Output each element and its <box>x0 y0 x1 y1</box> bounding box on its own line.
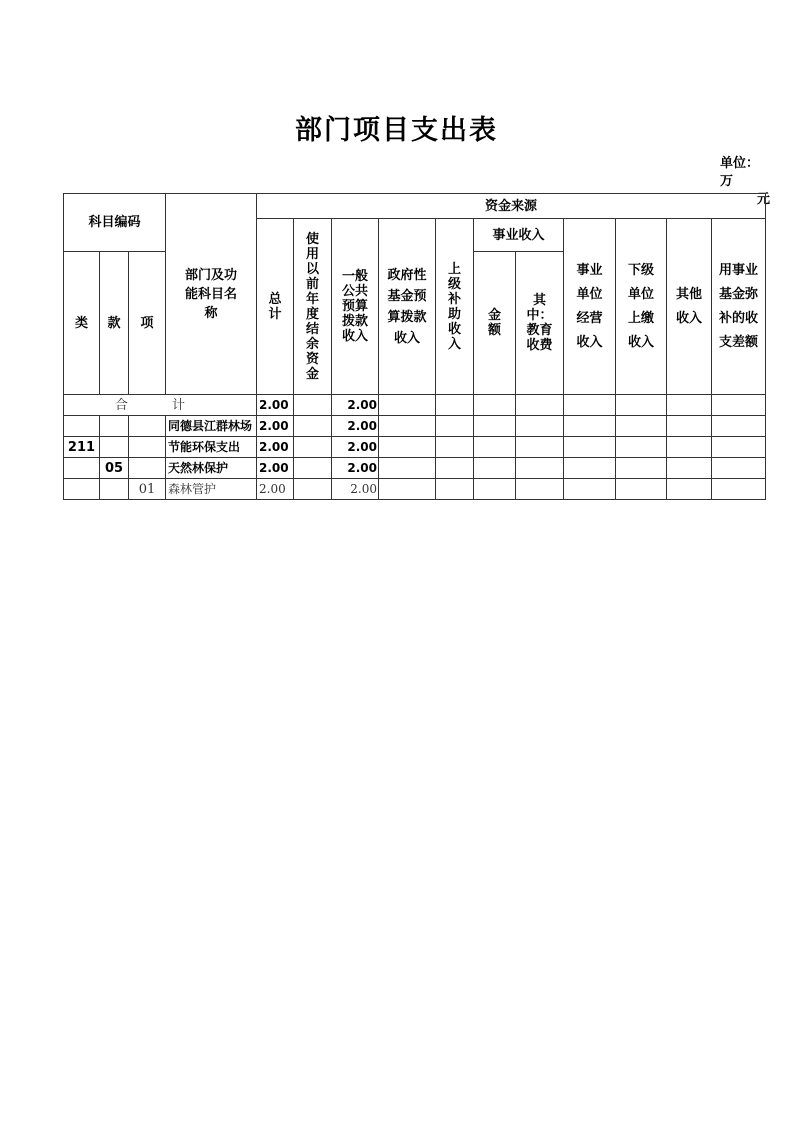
cell-general-budget: 2.00 <box>332 437 379 458</box>
table-row <box>64 416 766 437</box>
header-operating-income: 事业单位经营收入 <box>564 219 616 395</box>
cell-amount <box>474 458 516 479</box>
cell-amount <box>474 437 516 458</box>
cell-edu <box>516 479 564 500</box>
cell-subordinate <box>616 458 667 479</box>
cell-other <box>667 479 712 500</box>
cell-prev-balance <box>294 395 332 416</box>
cell-general-budget: 2.00 <box>332 395 379 416</box>
cell-gov-fund <box>379 479 436 500</box>
cell-section <box>100 437 129 458</box>
cell-total: 2.00 <box>257 458 294 479</box>
cell-item: 01 <box>129 479 166 500</box>
cell-general-budget: 2.00 <box>332 458 379 479</box>
header-category: 类 <box>64 252 100 395</box>
cell-gov-fund <box>379 458 436 479</box>
header-other-income: 其他收入 <box>667 219 712 395</box>
header-item: 项 <box>129 252 166 395</box>
header-subordinate-income: 下级单位上缴收入 <box>616 219 667 395</box>
cell-prev-balance <box>294 458 332 479</box>
cell-superior-subsidy <box>436 479 474 500</box>
cell-superior-subsidy <box>436 395 474 416</box>
cell-operating <box>564 395 616 416</box>
cell-other <box>667 437 712 458</box>
cell-superior-subsidy <box>436 437 474 458</box>
cell-name: 森林管护 <box>166 479 257 500</box>
header-gov-fund: 政府性基金预算拨款收入 <box>379 219 436 395</box>
cell-total: 2.00 <box>257 416 294 437</box>
unit-label-line1: 单位：万 <box>720 156 760 189</box>
cell-superior-subsidy <box>436 458 474 479</box>
cell-prev-balance <box>294 416 332 437</box>
cell-section <box>100 479 129 500</box>
cell-total: 2.00 <box>257 437 294 458</box>
table-row <box>64 437 766 458</box>
cell-section <box>100 416 129 437</box>
cell-operating <box>564 437 616 458</box>
cell-gov-fund <box>379 437 436 458</box>
cell-category <box>64 479 100 500</box>
project-expenditure-table <box>63 193 766 500</box>
cell-section: 05 <box>100 458 129 479</box>
cell-subordinate <box>616 437 667 458</box>
cell-other <box>667 416 712 437</box>
cell-item <box>129 437 166 458</box>
cell-name: 节能环保支出 <box>166 437 257 458</box>
cell-operating <box>564 458 616 479</box>
header-fund-source: 资金来源 <box>257 194 766 219</box>
header-dept-name: 部门及功能科目名称 <box>166 194 257 395</box>
table-row <box>64 479 766 500</box>
cell-fund-balance <box>712 458 766 479</box>
cell-name: 同德县江群林场 <box>166 416 257 437</box>
cell-edu <box>516 395 564 416</box>
cell-amount <box>474 479 516 500</box>
header-edu-fee: 其中：教育收费 <box>516 252 564 395</box>
cell-category <box>64 458 100 479</box>
cell-gov-fund <box>379 416 436 437</box>
cell-general-budget: 2.00 <box>332 479 379 500</box>
cell-subordinate <box>616 416 667 437</box>
cell-other <box>667 395 712 416</box>
cell-general-budget: 2.00 <box>332 416 379 437</box>
cell-operating <box>564 416 616 437</box>
cell-category: 211 <box>64 437 100 458</box>
header-fund-balance: 用事业基金弥补的收支差额 <box>712 219 766 395</box>
cell-prev-balance <box>294 479 332 500</box>
cell-edu <box>516 416 564 437</box>
header-section: 款 <box>100 252 129 395</box>
cell-total: 2.00 <box>257 395 294 416</box>
total-label: 合 计 <box>64 395 257 416</box>
header-general-budget: 一般公共预算拨款收入 <box>332 219 379 395</box>
cell-category <box>64 416 100 437</box>
header-amount: 金额 <box>474 252 516 395</box>
header-subject-code: 科目编码 <box>64 194 166 252</box>
cell-fund-balance <box>712 479 766 500</box>
cell-prev-balance <box>294 437 332 458</box>
cell-edu <box>516 458 564 479</box>
header-prev-balance: 使用以前年度结余资金 <box>294 219 332 395</box>
cell-fund-balance <box>712 395 766 416</box>
header-superior-subsidy: 上级补助收入 <box>436 219 474 395</box>
unit-label-line2: 元 <box>756 192 770 207</box>
cell-subordinate <box>616 395 667 416</box>
cell-item <box>129 458 166 479</box>
cell-edu <box>516 437 564 458</box>
page-title: 部门项目支出表 <box>295 115 498 146</box>
cell-superior-subsidy <box>436 416 474 437</box>
cell-other <box>667 458 712 479</box>
cell-total: 2.00 <box>257 479 294 500</box>
cell-fund-balance <box>712 437 766 458</box>
cell-amount <box>474 395 516 416</box>
cell-item <box>129 416 166 437</box>
table-row <box>64 395 766 416</box>
header-total: 总计 <box>257 219 294 395</box>
cell-fund-balance <box>712 416 766 437</box>
cell-amount <box>474 416 516 437</box>
cell-operating <box>564 479 616 500</box>
cell-name: 天然林保护 <box>166 458 257 479</box>
table-row <box>64 458 766 479</box>
cell-subordinate <box>616 479 667 500</box>
header-business-income: 事业收入 <box>474 219 564 252</box>
cell-gov-fund <box>379 395 436 416</box>
